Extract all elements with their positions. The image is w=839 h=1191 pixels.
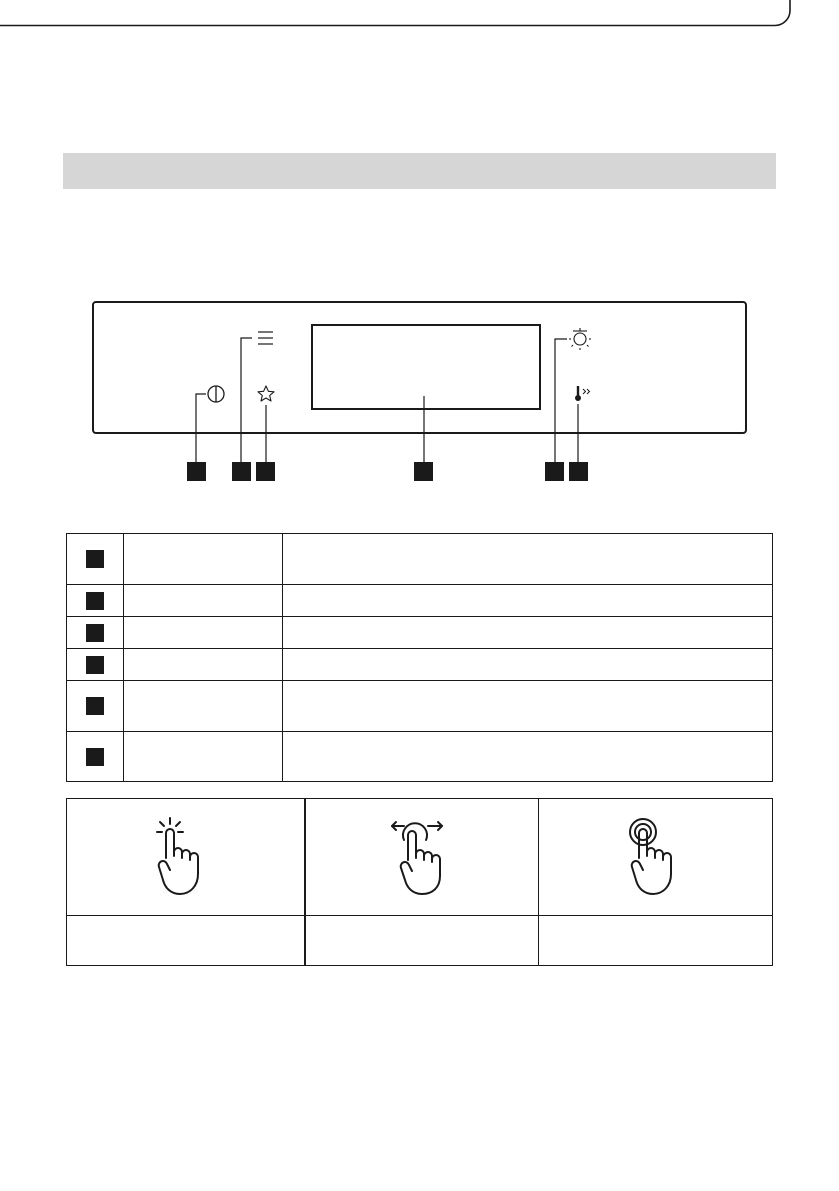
fast-heat-up-icon[interactable] <box>575 386 590 401</box>
table-row <box>67 649 773 681</box>
callout-marker <box>86 624 104 642</box>
table-row <box>67 799 773 916</box>
callout-marker <box>86 697 104 715</box>
callout-marker-3 <box>256 462 275 481</box>
section-heading-band <box>63 153 776 189</box>
gesture-table <box>66 798 773 966</box>
legend-description <box>283 534 773 585</box>
legend-description <box>283 649 773 681</box>
table-row <box>67 681 773 732</box>
callout-marker-4 <box>414 462 433 481</box>
callout-leaders <box>196 338 578 462</box>
control-panel-diagram <box>0 290 839 490</box>
legend-name <box>124 534 283 585</box>
legend-name <box>124 732 283 782</box>
gesture-label <box>67 916 305 966</box>
legend-name <box>124 585 283 617</box>
table-row <box>67 534 773 585</box>
legend-name <box>124 649 283 681</box>
tap-gesture-icon <box>155 816 215 896</box>
table-row <box>67 617 773 649</box>
legend-description <box>283 585 773 617</box>
callout-marker-6 <box>569 462 588 481</box>
table-row <box>67 732 773 782</box>
table-row <box>67 585 773 617</box>
legend-description <box>283 681 773 732</box>
legend-description <box>283 617 773 649</box>
menu-icon[interactable] <box>258 332 273 344</box>
control-panel-frame <box>93 302 746 433</box>
touch-and-hold-gesture-icon <box>626 816 686 896</box>
swipe-gesture-icon <box>390 816 454 896</box>
oven-light-icon[interactable] <box>569 328 591 350</box>
legend-description <box>283 732 773 782</box>
header-rule <box>0 0 839 30</box>
favourite-star-icon[interactable] <box>258 386 274 401</box>
callout-marker-1 <box>187 462 206 481</box>
legend-name <box>124 681 283 732</box>
display-screen <box>312 325 540 409</box>
callout-marker <box>86 748 104 766</box>
table-row <box>67 916 773 966</box>
callout-marker-2 <box>232 462 251 481</box>
gesture-label <box>539 916 773 966</box>
callout-marker <box>86 656 104 674</box>
callout-marker <box>86 592 104 610</box>
gesture-label <box>305 916 539 966</box>
control-legend-table <box>66 533 773 782</box>
callout-marker <box>86 550 104 568</box>
power-icon[interactable] <box>208 386 224 402</box>
callout-marker-5 <box>545 462 564 481</box>
legend-name <box>124 617 283 649</box>
